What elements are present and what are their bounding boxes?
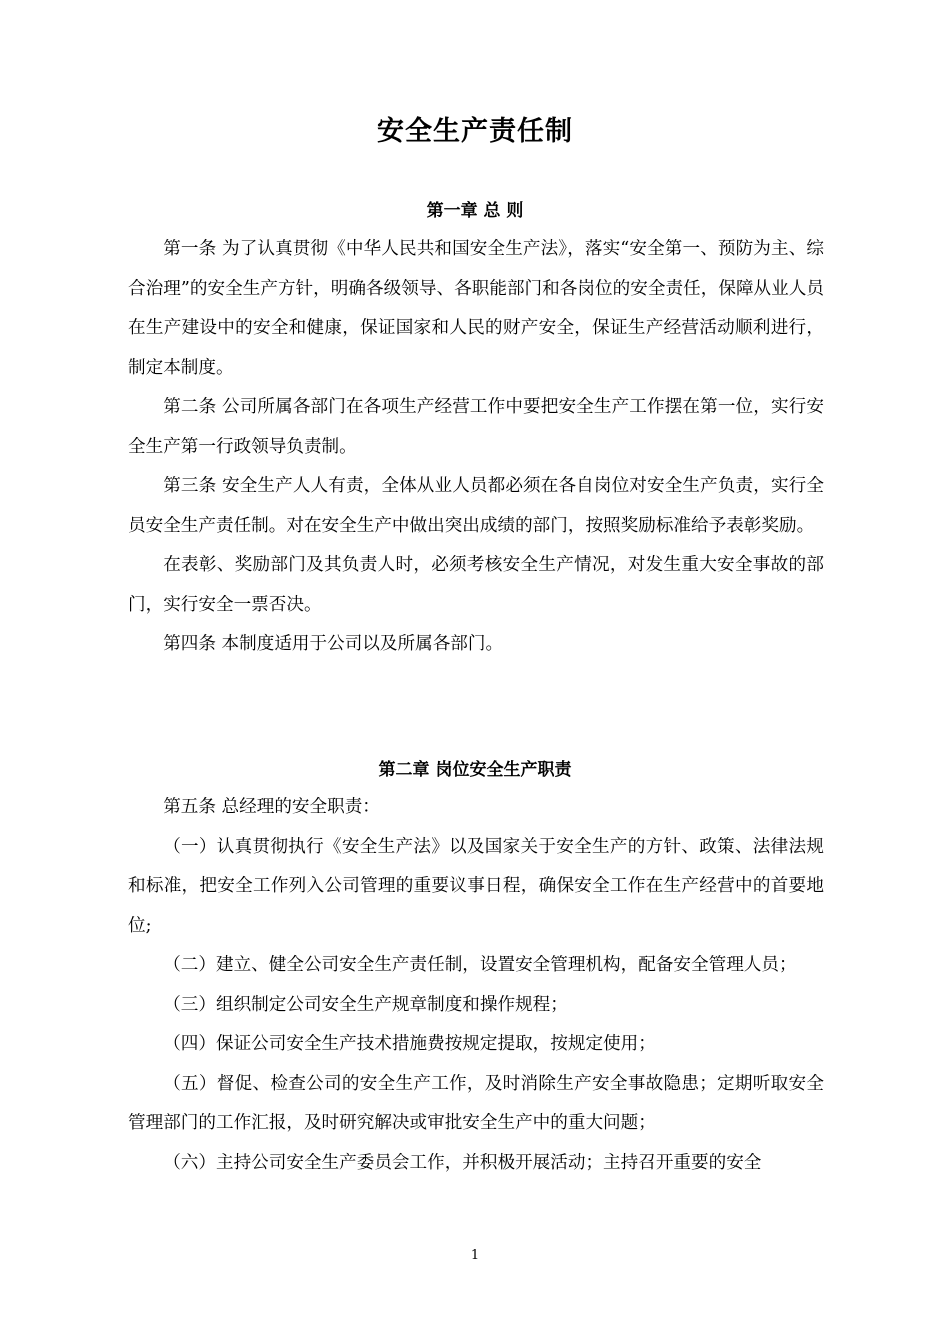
chapter-body: [128, 230, 824, 665]
article-paragraph: （五）督促、检查公司的安全生产工作，及时消除生产安全事故隐患；定期听取安全管理部门的工作汇报，及时研究解决或审批安全生产中的重大问题；: [128, 1073, 824, 1133]
chapter-heading: 第一章 总 则: [426, 201, 524, 221]
article-paragraph: 第一条 为了认真贯彻《中华人民共和国安全生产法》，落实“安全第一、预防为主、综合治理”的安全生产方针，明确各级领导、各职能部门和各岗位的安全责任，保障从业人员在生产建设中的安全和健康，保证国家和人民的财产安全，保证生产经营活动顺利进行，制定本制度。: [128, 239, 824, 378]
article-paragraph: 第五条 总经理的安全职责：: [163, 797, 380, 817]
article-paragraph: （二）建立、健全公司安全生产责任制，设置安全管理机构，配备安全管理人员；: [163, 955, 797, 975]
page-number: 1: [470, 1248, 480, 1263]
chapter-heading: 第二章 岗位安全生产职责: [378, 760, 572, 780]
article-paragraph: 第二条 公司所属各部门在各项生产经营工作中要把安全生产工作摆在第一位，实行安全生产第一行政领导负责制。: [128, 397, 824, 457]
article-paragraph: （三）组织制定公司安全生产规章制度和操作规程；: [163, 994, 568, 1015]
article-paragraph: 在表彰、奖励部门及其负责人时，必须考核安全生产情况，对发生重大安全事故的部门，实行安全一票否决。: [128, 555, 824, 615]
article-paragraph: （六）主持公司安全生产委员会工作，并积极开展活动；主持召开重要的安全: [163, 1152, 762, 1173]
document-title: 安全生产责任制: [377, 116, 573, 147]
chapter-body: [128, 788, 824, 1183]
article-paragraph: （四）保证公司安全生产技术措施费按规定提取，按规定使用；: [163, 1034, 656, 1054]
article-paragraph: （一）认真贯彻执行《安全生产法》以及国家关于安全生产的方针、政策、法律法规和标准，把安全工作列入公司管理的重要议事日程，确保安全工作在生产经营中的首要地位;: [128, 836, 824, 936]
article-paragraph: 第三条 安全生产人人有责，全体从业人员都必须在各自岗位对安全生产负责，实行全员安全生产责任制。对在安全生产中做出突出成绩的部门，按照奖励标准给予表彰奖励。: [128, 476, 824, 536]
article-paragraph: 第四条 本制度适用于公司以及所属各部门。: [163, 634, 504, 654]
